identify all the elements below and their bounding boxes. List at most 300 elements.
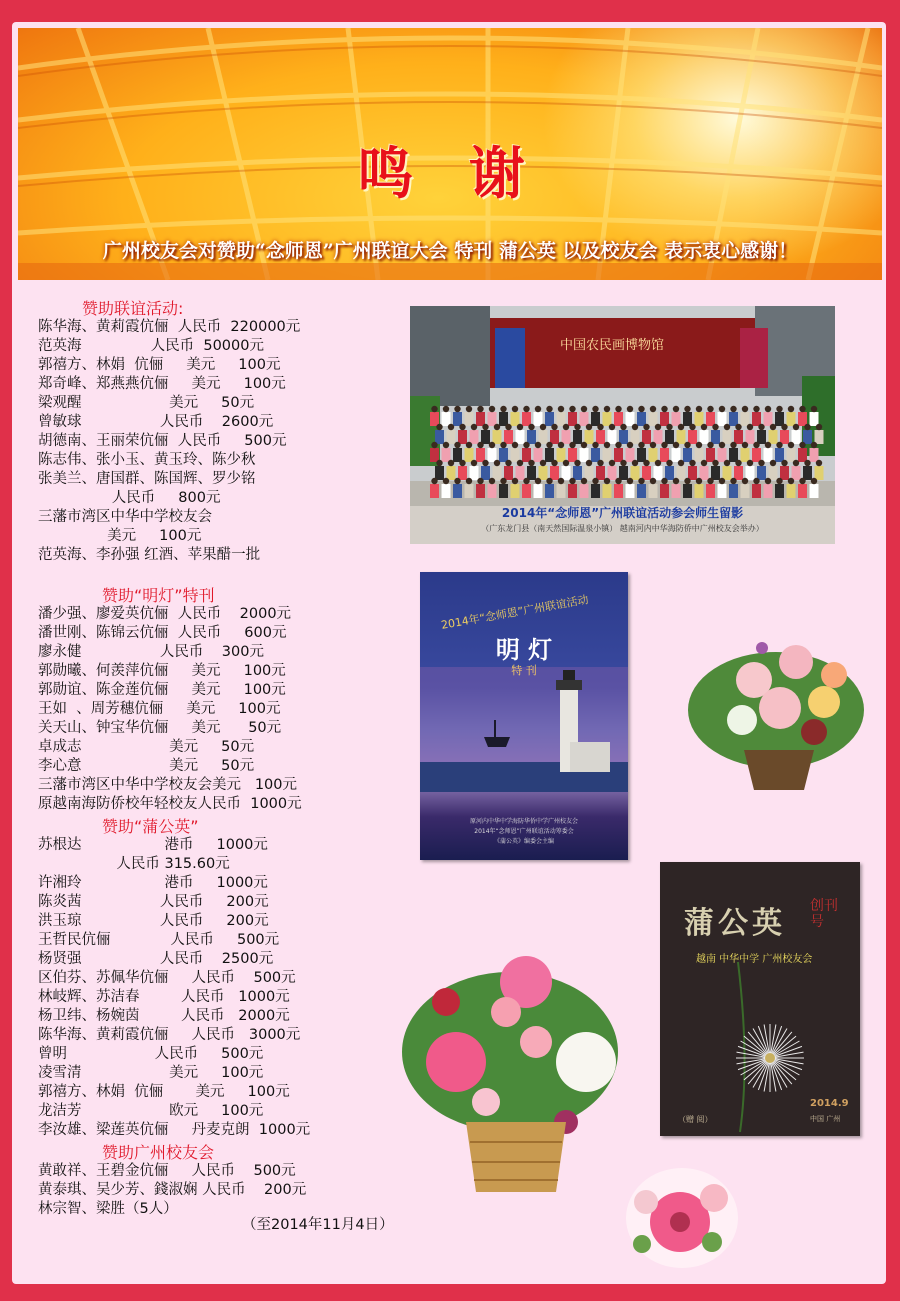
crowd-head bbox=[517, 460, 523, 466]
crowd-head bbox=[558, 442, 564, 448]
crowd-figure bbox=[815, 430, 824, 444]
crowd-head bbox=[477, 478, 483, 484]
photo-subcaption: （广东龙门县（南天然国际温泉小镇） 越南河内中华海防侨中广州校友会举办） bbox=[481, 524, 764, 533]
crowd-head bbox=[569, 478, 575, 484]
crowd-figure bbox=[706, 484, 715, 498]
crowd-figure bbox=[603, 448, 612, 462]
mingdeng-title: 明 灯 bbox=[495, 635, 553, 664]
crowd-figure bbox=[775, 484, 784, 498]
crowd-figure bbox=[470, 430, 479, 444]
crowd-head bbox=[781, 424, 787, 430]
crowd-head bbox=[500, 478, 506, 484]
crowd-head bbox=[551, 460, 557, 466]
crowd-figure bbox=[435, 466, 444, 480]
crowd-figure bbox=[787, 448, 796, 462]
crowd-figure bbox=[654, 430, 663, 444]
banner-subtitle: 广州校友会对赞助“念师恩”广州联谊大会 特刊 蒲公英 以及校友会 表示衷心感谢！ bbox=[102, 240, 798, 262]
crowd-head bbox=[546, 406, 552, 412]
flower-small bbox=[622, 1162, 742, 1272]
crowd-head bbox=[655, 460, 661, 466]
donor-line: 郑奇峰、郑燕燕伉俪 美元 100元 bbox=[38, 376, 286, 392]
crowd-figure bbox=[787, 484, 796, 498]
crowd-head bbox=[500, 406, 506, 412]
crowd-figure bbox=[626, 448, 635, 462]
crowd-head bbox=[799, 478, 805, 484]
crowd-figure bbox=[568, 448, 577, 462]
crowd-figure bbox=[545, 448, 554, 462]
crowd-figure bbox=[729, 412, 738, 426]
crowd-head bbox=[620, 424, 626, 430]
crowd-head bbox=[477, 442, 483, 448]
crowd-figure bbox=[539, 466, 548, 480]
donor-line: 苏根达 港币 1000元 bbox=[38, 837, 268, 853]
crowd-head bbox=[666, 424, 672, 430]
crowd-figure bbox=[649, 412, 658, 426]
crowd-head bbox=[535, 442, 541, 448]
donor-line: 曾敏球 人民币 2600元 bbox=[38, 414, 274, 430]
crowd-figure bbox=[637, 484, 646, 498]
donor-line: 凌雪清 美元 100元 bbox=[38, 1065, 264, 1081]
crowd-figure bbox=[649, 448, 658, 462]
date-note: （至2014年11月4日） bbox=[242, 1217, 394, 1233]
crowd-figure bbox=[442, 412, 451, 426]
crowd-figure bbox=[435, 430, 444, 444]
crowd-figure bbox=[458, 430, 467, 444]
section-heading-mingdeng: 赞助“明灯”特刊 bbox=[102, 586, 215, 605]
crowd-head bbox=[747, 424, 753, 430]
crowd-head bbox=[528, 460, 534, 466]
crowd-head bbox=[448, 424, 454, 430]
crowd-head bbox=[753, 406, 759, 412]
crowd-head bbox=[742, 406, 748, 412]
crowd-head bbox=[482, 424, 488, 430]
crowd-figure bbox=[580, 484, 589, 498]
crowd-figure bbox=[764, 484, 773, 498]
crowd-head bbox=[765, 478, 771, 484]
crowd-head bbox=[558, 478, 564, 484]
donor-line: 廖永健 人民币 300元 bbox=[38, 644, 264, 660]
crowd-head bbox=[431, 406, 437, 412]
crowd-figure bbox=[798, 484, 807, 498]
crowd-figure bbox=[729, 484, 738, 498]
crowd-head bbox=[730, 442, 736, 448]
donor-line: 梁观醒 美元 50元 bbox=[38, 395, 255, 411]
crowd-figure bbox=[810, 484, 819, 498]
donor-line: 卓成志 美元 50元 bbox=[38, 739, 255, 755]
crowd-figure bbox=[488, 484, 497, 498]
crowd-figure bbox=[499, 448, 508, 462]
crowd-head bbox=[765, 442, 771, 448]
crowd-head bbox=[546, 478, 552, 484]
donor-line: 潘少强、廖爱英伉俪 人民币 2000元 bbox=[38, 606, 292, 622]
crowd-head bbox=[684, 442, 690, 448]
crowd-head bbox=[701, 460, 707, 466]
crowd-figure bbox=[700, 466, 709, 480]
crowd-figure bbox=[596, 430, 605, 444]
group-photo bbox=[410, 306, 835, 544]
donor-line: 张美兰、唐国群、陈国辉、罗少铭 bbox=[38, 471, 256, 487]
crowd-head bbox=[523, 442, 529, 448]
mingdeng-vertical-title: 2014年“念师恩”广州联谊活动 bbox=[440, 593, 590, 632]
crowd-head bbox=[574, 424, 580, 430]
crowd-figure bbox=[803, 466, 812, 480]
crowd-figure bbox=[706, 448, 715, 462]
crowd-figure bbox=[718, 484, 727, 498]
crowd-head bbox=[609, 424, 615, 430]
crowd-figure bbox=[723, 430, 732, 444]
crowd-figure bbox=[430, 448, 439, 462]
donor-line: 许湘玲 港币 1000元 bbox=[38, 875, 268, 891]
crowd-head bbox=[770, 424, 776, 430]
crowd-figure bbox=[631, 430, 640, 444]
crowd-figure bbox=[752, 448, 761, 462]
crowd-head bbox=[523, 478, 529, 484]
crowd-head bbox=[735, 460, 741, 466]
crowd-figure bbox=[614, 448, 623, 462]
crowd-figure bbox=[780, 466, 789, 480]
crowd-figure bbox=[608, 466, 617, 480]
crowd-head bbox=[804, 424, 810, 430]
crowd-figure bbox=[453, 412, 462, 426]
crowd-head bbox=[581, 442, 587, 448]
crowd-figure bbox=[522, 448, 531, 462]
crowd-head bbox=[454, 406, 460, 412]
crowd-figure bbox=[729, 448, 738, 462]
crowd-figure bbox=[764, 448, 773, 462]
crowd-head bbox=[620, 460, 626, 466]
crowd-head bbox=[443, 478, 449, 484]
crowd-head bbox=[742, 478, 748, 484]
crowd-figure bbox=[718, 412, 727, 426]
crowd-figure bbox=[741, 412, 750, 426]
crowd-figure bbox=[810, 448, 819, 462]
donor-line: 黄泰琪、吴少芳、錢淑娴 人民币 200元 bbox=[38, 1182, 307, 1198]
crowd-head bbox=[471, 424, 477, 430]
crowd-head bbox=[489, 478, 495, 484]
crowd-head bbox=[471, 460, 477, 466]
crowd-figure bbox=[665, 466, 674, 480]
donor-line: 杨贤强 人民币 2500元 bbox=[38, 951, 274, 967]
crowd-figure bbox=[660, 412, 669, 426]
crowd-head bbox=[581, 406, 587, 412]
crowd-head bbox=[466, 442, 472, 448]
crowd-head bbox=[684, 406, 690, 412]
crowd-figure bbox=[752, 412, 761, 426]
crowd-head bbox=[586, 460, 592, 466]
donor-line: 李汝雄、梁莲英伉俪 丹麦克朗 1000元 bbox=[38, 1122, 311, 1138]
donor-line: 郭勋谊、陈金莲伉俪 美元 100元 bbox=[38, 682, 286, 698]
crowd-figure bbox=[746, 466, 755, 480]
crowd-figure bbox=[539, 430, 548, 444]
crowd-figure bbox=[562, 430, 571, 444]
donor-line: 王如 、周芳穗伉俪 美元 100元 bbox=[38, 701, 281, 717]
crowd-figure bbox=[465, 448, 474, 462]
crowd-figure bbox=[603, 412, 612, 426]
mingdeng-cover bbox=[420, 572, 628, 860]
crowd-figure bbox=[534, 448, 543, 462]
crowd-head bbox=[615, 406, 621, 412]
crowd-head bbox=[707, 442, 713, 448]
crowd-figure bbox=[660, 484, 669, 498]
crowd-figure bbox=[764, 412, 773, 426]
crowd-figure bbox=[798, 412, 807, 426]
section-heading-alumni: 赞助广州校友会 bbox=[102, 1143, 215, 1162]
crowd-figure bbox=[810, 412, 819, 426]
crowd-figure bbox=[557, 412, 566, 426]
crowd-head bbox=[696, 478, 702, 484]
crowd-figure bbox=[637, 448, 646, 462]
crowd-figure bbox=[580, 448, 589, 462]
crowd-figure bbox=[665, 430, 674, 444]
crowd-head bbox=[431, 478, 437, 484]
crowd-figure bbox=[580, 412, 589, 426]
crowd-head bbox=[448, 460, 454, 466]
crowd-head bbox=[666, 460, 672, 466]
crowd-head bbox=[684, 478, 690, 484]
donor-line: 洪玉琼 人民币 200元 bbox=[38, 913, 269, 929]
donor-line: 三藩市湾区中华中学校友会美元 100元 bbox=[38, 777, 298, 793]
crowd-head bbox=[604, 406, 610, 412]
crowd-head bbox=[512, 478, 518, 484]
crowd-head bbox=[758, 460, 764, 466]
crowd-figure bbox=[545, 484, 554, 498]
donor-line: 区伯芬、苏佩华伉俪 人民币 500元 bbox=[38, 970, 296, 986]
crowd-head bbox=[673, 442, 679, 448]
crowd-figure bbox=[442, 448, 451, 462]
crowd-head bbox=[500, 442, 506, 448]
crowd-figure bbox=[734, 466, 743, 480]
crowd-head bbox=[638, 478, 644, 484]
crowd-head bbox=[730, 478, 736, 484]
crowd-head bbox=[707, 478, 713, 484]
crowd-head bbox=[701, 424, 707, 430]
crowd-head bbox=[753, 478, 759, 484]
crowd-head bbox=[563, 460, 569, 466]
crowd-figure bbox=[752, 484, 761, 498]
crowd-figure bbox=[787, 412, 796, 426]
crowd-head bbox=[574, 460, 580, 466]
crowd-head bbox=[505, 424, 511, 430]
crowd-figure bbox=[792, 466, 801, 480]
crowd-figure bbox=[504, 430, 513, 444]
crowd-figure bbox=[626, 412, 635, 426]
crowd-figure bbox=[672, 484, 681, 498]
crowd-head bbox=[689, 424, 695, 430]
crowd-head bbox=[512, 442, 518, 448]
crowd-head bbox=[477, 406, 483, 412]
crowd-head bbox=[482, 460, 488, 466]
crowd-figure bbox=[453, 484, 462, 498]
crowd-figure bbox=[522, 412, 531, 426]
crowd-figure bbox=[677, 466, 686, 480]
crowd-figure bbox=[706, 412, 715, 426]
crowd-figure bbox=[442, 484, 451, 498]
crowd-figure bbox=[695, 412, 704, 426]
crowd-figure bbox=[516, 466, 525, 480]
donor-line: 胡德南、王丽荣伉俪 人民币 500元 bbox=[38, 433, 287, 449]
crowd-figure bbox=[573, 430, 582, 444]
crowd-figure bbox=[672, 412, 681, 426]
crowd-head bbox=[592, 478, 598, 484]
crowd-head bbox=[569, 406, 575, 412]
donor-line: 人民币 800元 bbox=[38, 490, 221, 506]
crowd-head bbox=[604, 442, 610, 448]
crowd-head bbox=[615, 442, 621, 448]
crowd-figure bbox=[688, 430, 697, 444]
photo-sign: 中国农民画博物馆 bbox=[560, 338, 665, 353]
crowd-head bbox=[638, 442, 644, 448]
crowd-figure bbox=[798, 448, 807, 462]
crowd-figure bbox=[465, 484, 474, 498]
crowd-figure bbox=[626, 484, 635, 498]
crowd-head bbox=[558, 406, 564, 412]
crowd-figure bbox=[568, 484, 577, 498]
crowd-figure bbox=[499, 484, 508, 498]
crowd-head bbox=[781, 460, 787, 466]
crowd-figure bbox=[481, 430, 490, 444]
donor-line: 林岐辉、苏洁春 人民币 1000元 bbox=[38, 989, 290, 1005]
crowd-figure bbox=[769, 466, 778, 480]
crowd-head bbox=[735, 424, 741, 430]
crowd-head bbox=[517, 424, 523, 430]
crowd-figure bbox=[557, 448, 566, 462]
crowd-head bbox=[747, 460, 753, 466]
crowd-head bbox=[546, 442, 552, 448]
crowd-head bbox=[592, 442, 598, 448]
crowd-head bbox=[494, 424, 500, 430]
crowd-figure bbox=[453, 448, 462, 462]
crowd-head bbox=[436, 424, 442, 430]
crowd-figure bbox=[642, 466, 651, 480]
crowd-figure bbox=[465, 412, 474, 426]
page bbox=[12, 22, 886, 1284]
crowd-head bbox=[661, 478, 667, 484]
crowd-head bbox=[650, 478, 656, 484]
crowd-figure bbox=[591, 412, 600, 426]
crowd-head bbox=[494, 460, 500, 466]
donor-line: 美元 100元 bbox=[38, 528, 202, 544]
crowd-figure bbox=[815, 466, 824, 480]
crowd-figure bbox=[718, 448, 727, 462]
crowd-figure bbox=[476, 484, 485, 498]
crowd-figure bbox=[700, 430, 709, 444]
crowd-head bbox=[454, 478, 460, 484]
crowd-head bbox=[678, 424, 684, 430]
mingdeng-subtitle: 特 刊 bbox=[511, 664, 537, 677]
crowd-figure bbox=[608, 430, 617, 444]
crowd-head bbox=[811, 478, 817, 484]
crowd-head bbox=[431, 442, 437, 448]
crowd-head bbox=[655, 424, 661, 430]
crowd-head bbox=[673, 478, 679, 484]
donor-line: 范英海 人民币 50000元 bbox=[38, 338, 264, 354]
crowd-head bbox=[804, 460, 810, 466]
crowd-head bbox=[459, 460, 465, 466]
crowd-figure bbox=[603, 484, 612, 498]
crowd-figure bbox=[683, 448, 692, 462]
donor-line: 龙洁芳 欧元 100元 bbox=[38, 1103, 264, 1119]
crowd-figure bbox=[619, 430, 628, 444]
section-heading-events: 赞助联谊活动: bbox=[82, 299, 184, 318]
crowd-head bbox=[719, 478, 725, 484]
crowd-figure bbox=[550, 466, 559, 480]
crowd-figure bbox=[499, 412, 508, 426]
crowd-figure bbox=[723, 466, 732, 480]
crowd-head bbox=[540, 424, 546, 430]
crowd-figure bbox=[803, 430, 812, 444]
crowd-figure bbox=[430, 484, 439, 498]
crowd-figure bbox=[614, 484, 623, 498]
header-banner bbox=[18, 28, 882, 280]
section-heading-dandelion: 赞助“蒲公英” bbox=[102, 817, 199, 836]
crowd-figure bbox=[504, 466, 513, 480]
crowd-head bbox=[719, 442, 725, 448]
crowd-figure bbox=[562, 466, 571, 480]
crowd-head bbox=[632, 460, 638, 466]
crowd-head bbox=[661, 442, 667, 448]
crowd-head bbox=[811, 406, 817, 412]
crowd-figure bbox=[476, 412, 485, 426]
crowd-head bbox=[650, 406, 656, 412]
crowd-head bbox=[650, 442, 656, 448]
crowd-figure bbox=[511, 484, 520, 498]
crowd-figure bbox=[741, 484, 750, 498]
crowd-figure bbox=[476, 448, 485, 462]
crowd-figure bbox=[493, 466, 502, 480]
crowd-head bbox=[540, 460, 546, 466]
crowd-head bbox=[528, 424, 534, 430]
crowd-head bbox=[569, 442, 575, 448]
crowd-figure bbox=[695, 448, 704, 462]
crowd-head bbox=[724, 424, 730, 430]
crowd-head bbox=[696, 406, 702, 412]
donor-line: 三藩市湾区中华中学校友会 bbox=[38, 509, 212, 525]
crowd-figure bbox=[488, 448, 497, 462]
crowd-figure bbox=[458, 466, 467, 480]
donor-line: 人民币 315.60元 bbox=[38, 856, 230, 872]
crowd-figure bbox=[573, 466, 582, 480]
donor-line: 郭禧方、林娟 伉俪 美元 100元 bbox=[38, 357, 281, 373]
crowd-head bbox=[689, 460, 695, 466]
crowd-figure bbox=[470, 466, 479, 480]
crowd-head bbox=[627, 478, 633, 484]
crowd-figure bbox=[430, 412, 439, 426]
crowd-head bbox=[712, 460, 718, 466]
crowd-figure bbox=[534, 412, 543, 426]
crowd-head bbox=[765, 406, 771, 412]
crowd-figure bbox=[734, 430, 743, 444]
crowd-head bbox=[719, 406, 725, 412]
crowd-figure bbox=[447, 430, 456, 444]
flower-basket bbox=[386, 922, 626, 1192]
crowd-head bbox=[643, 460, 649, 466]
crowd-figure bbox=[792, 430, 801, 444]
crowd-head bbox=[436, 460, 442, 466]
crowd-head bbox=[661, 406, 667, 412]
crowd-head bbox=[799, 442, 805, 448]
crowd-head bbox=[678, 460, 684, 466]
crowd-head bbox=[742, 442, 748, 448]
crowd-head bbox=[696, 442, 702, 448]
crowd-figure bbox=[591, 484, 600, 498]
crowd-head bbox=[581, 478, 587, 484]
dandelion-issue: 2014.9 bbox=[810, 1098, 849, 1109]
dandelion-place: 中国 广州 bbox=[810, 1115, 841, 1123]
crowd-figure bbox=[557, 484, 566, 498]
mingdeng-footer-1: 原河内中华中学海防华侨中学广州校友会 bbox=[469, 818, 578, 825]
crowd-head bbox=[489, 442, 495, 448]
crowd-head bbox=[816, 424, 822, 430]
